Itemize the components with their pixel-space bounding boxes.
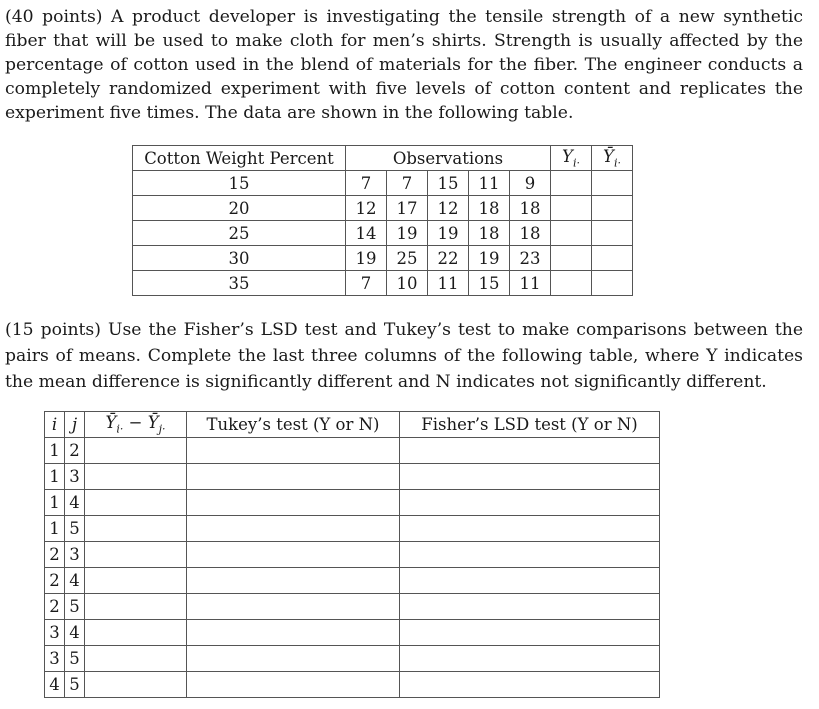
fisher-lsd-cell[interactable] — [400, 594, 660, 620]
table-header-row — [45, 412, 660, 438]
j-cell: 5 — [65, 594, 85, 620]
j-cell: 2 — [65, 438, 85, 464]
tukey-cell[interactable] — [187, 620, 400, 646]
mean-j-symbol: Ȳ — [147, 413, 159, 433]
fisher-lsd-cell[interactable] — [400, 516, 660, 542]
cotton-weight-header: Cotton Weight Percent — [133, 146, 346, 171]
total-cell — [551, 221, 592, 246]
i-cell: 1 — [45, 490, 65, 516]
observation-cell: 19 — [387, 221, 428, 246]
j-cell: 3 — [65, 542, 85, 568]
i-cell: 2 — [45, 594, 65, 620]
j-cell: 4 — [65, 620, 85, 646]
tensile-strength-data-table — [132, 145, 633, 296]
minus-sign: − — [123, 413, 148, 433]
table-row — [45, 672, 660, 698]
cotton-weight-cell: 25 — [133, 221, 346, 246]
table-row — [133, 171, 633, 196]
tukey-cell[interactable] — [187, 516, 400, 542]
fisher-lsd-header: Fisher’s LSD test (Y or N) — [400, 412, 660, 438]
table-row — [133, 246, 633, 271]
mean-difference-cell[interactable] — [85, 542, 187, 568]
observation-cell: 17 — [387, 196, 428, 221]
table-row — [133, 196, 633, 221]
tukey-cell[interactable] — [187, 646, 400, 672]
total-cell — [551, 246, 592, 271]
observation-cell: 18 — [469, 221, 510, 246]
tukey-cell[interactable] — [187, 542, 400, 568]
mean-cell — [592, 196, 633, 221]
cotton-weight-cell: 35 — [133, 271, 346, 296]
table-row — [45, 620, 660, 646]
observations-header: Observations — [346, 146, 551, 171]
j-cell: 4 — [65, 490, 85, 516]
i-cell: 1 — [45, 438, 65, 464]
table-row — [45, 464, 660, 490]
tukey-cell[interactable] — [187, 438, 400, 464]
j-cell: 5 — [65, 672, 85, 698]
mean-header — [592, 146, 633, 171]
tukey-cell[interactable] — [187, 672, 400, 698]
mean-cell — [592, 171, 633, 196]
j-header: j — [65, 412, 85, 438]
fisher-lsd-cell[interactable] — [400, 646, 660, 672]
observation-cell: 11 — [510, 271, 551, 296]
observation-cell: 11 — [469, 171, 510, 196]
fisher-lsd-cell[interactable] — [400, 464, 660, 490]
total-header — [551, 146, 592, 171]
table-row — [45, 542, 660, 568]
total-subscript: i· — [572, 156, 580, 170]
mean-difference-cell[interactable] — [85, 516, 187, 542]
table-row — [45, 438, 660, 464]
i-cell: 4 — [45, 672, 65, 698]
fisher-lsd-cell[interactable] — [400, 438, 660, 464]
tukey-cell[interactable] — [187, 594, 400, 620]
table-row — [45, 516, 660, 542]
tukey-cell[interactable] — [187, 568, 400, 594]
mean-difference-header — [85, 412, 187, 438]
observation-cell: 19 — [469, 246, 510, 271]
i-header: i — [45, 412, 65, 438]
observation-cell: 11 — [428, 271, 469, 296]
tukey-cell[interactable] — [187, 464, 400, 490]
total-cell — [551, 171, 592, 196]
problem-2-text: (15 points) Use the Fisher’s LSD test and Tukey’s test to make comparisons between the pairs of means. Complete the last three columns of the following table, where Y indicates the mean difference is significantly different and N indicates not significantly different. — [5, 320, 803, 392]
fisher-lsd-cell[interactable] — [400, 620, 660, 646]
cotton-weight-cell: 15 — [133, 171, 346, 196]
i-cell: 2 — [45, 542, 65, 568]
table-row — [133, 271, 633, 296]
fisher-lsd-cell[interactable] — [400, 542, 660, 568]
observation-cell: 9 — [510, 171, 551, 196]
observation-cell: 12 — [428, 196, 469, 221]
observation-cell: 18 — [510, 196, 551, 221]
mean-difference-cell[interactable] — [85, 594, 187, 620]
i-cell: 2 — [45, 568, 65, 594]
tukey-header: Tukey’s test (Y or N) — [187, 412, 400, 438]
tukey-cell[interactable] — [187, 490, 400, 516]
mean-difference-cell[interactable] — [85, 620, 187, 646]
observation-cell: 10 — [387, 271, 428, 296]
observation-cell: 12 — [346, 196, 387, 221]
pairwise-comparison-table — [44, 411, 660, 698]
mean-i-symbol: Ȳ — [105, 413, 117, 433]
observation-cell: 7 — [346, 171, 387, 196]
fisher-lsd-cell[interactable] — [400, 490, 660, 516]
mean-difference-cell[interactable] — [85, 438, 187, 464]
i-cell: 3 — [45, 646, 65, 672]
mean-difference-cell[interactable] — [85, 490, 187, 516]
table-row — [45, 490, 660, 516]
total-cell — [551, 271, 592, 296]
mean-i-subscript: i· — [116, 422, 124, 436]
table-row — [45, 594, 660, 620]
observation-cell: 15 — [469, 271, 510, 296]
observation-cell: 18 — [510, 221, 551, 246]
observation-cell: 18 — [469, 196, 510, 221]
observation-cell: 25 — [387, 246, 428, 271]
fisher-lsd-cell[interactable] — [400, 568, 660, 594]
mean-j-subscript: j· — [158, 422, 166, 436]
total-symbol: Y — [562, 146, 573, 166]
mean-difference-cell[interactable] — [85, 568, 187, 594]
mean-symbol: Ȳ — [603, 146, 614, 166]
mean-cell — [592, 246, 633, 271]
observation-cell: 19 — [346, 246, 387, 271]
observation-cell: 15 — [428, 171, 469, 196]
mean-cell — [592, 221, 633, 246]
i-cell: 1 — [45, 516, 65, 542]
mean-difference-cell[interactable] — [85, 464, 187, 490]
j-cell: 5 — [65, 516, 85, 542]
total-cell — [551, 196, 592, 221]
table-row — [45, 646, 660, 672]
observation-cell: 22 — [428, 246, 469, 271]
table-header-row — [133, 146, 633, 171]
j-cell: 3 — [65, 464, 85, 490]
j-cell: 5 — [65, 646, 85, 672]
problem-1-text: (40 points) A product developer is investigating the tensile strength of a new synthetic fiber that will be used to make cloth for men’s shirts. Strength is usually affected by the percentage of cotton used in the blend of materials for the fiber. The engineer conducts a completely randomized experiment with five levels of cotton content and replicates the experiment five times. The data are shown in the following table. — [5, 7, 803, 123]
i-cell: 3 — [45, 620, 65, 646]
cotton-weight-cell: 20 — [133, 196, 346, 221]
observation-cell: 19 — [428, 221, 469, 246]
observation-cell: 7 — [387, 171, 428, 196]
observation-cell: 23 — [510, 246, 551, 271]
i-cell: 1 — [45, 464, 65, 490]
observation-cell: 7 — [346, 271, 387, 296]
j-cell: 4 — [65, 568, 85, 594]
table-row — [45, 568, 660, 594]
observation-cell: 14 — [346, 221, 387, 246]
fisher-lsd-cell[interactable] — [400, 672, 660, 698]
cotton-weight-cell: 30 — [133, 246, 346, 271]
table-row — [133, 221, 633, 246]
mean-cell — [592, 271, 633, 296]
mean-subscript: i· — [613, 156, 621, 170]
mean-difference-cell[interactable] — [85, 646, 187, 672]
mean-difference-cell[interactable] — [85, 672, 187, 698]
